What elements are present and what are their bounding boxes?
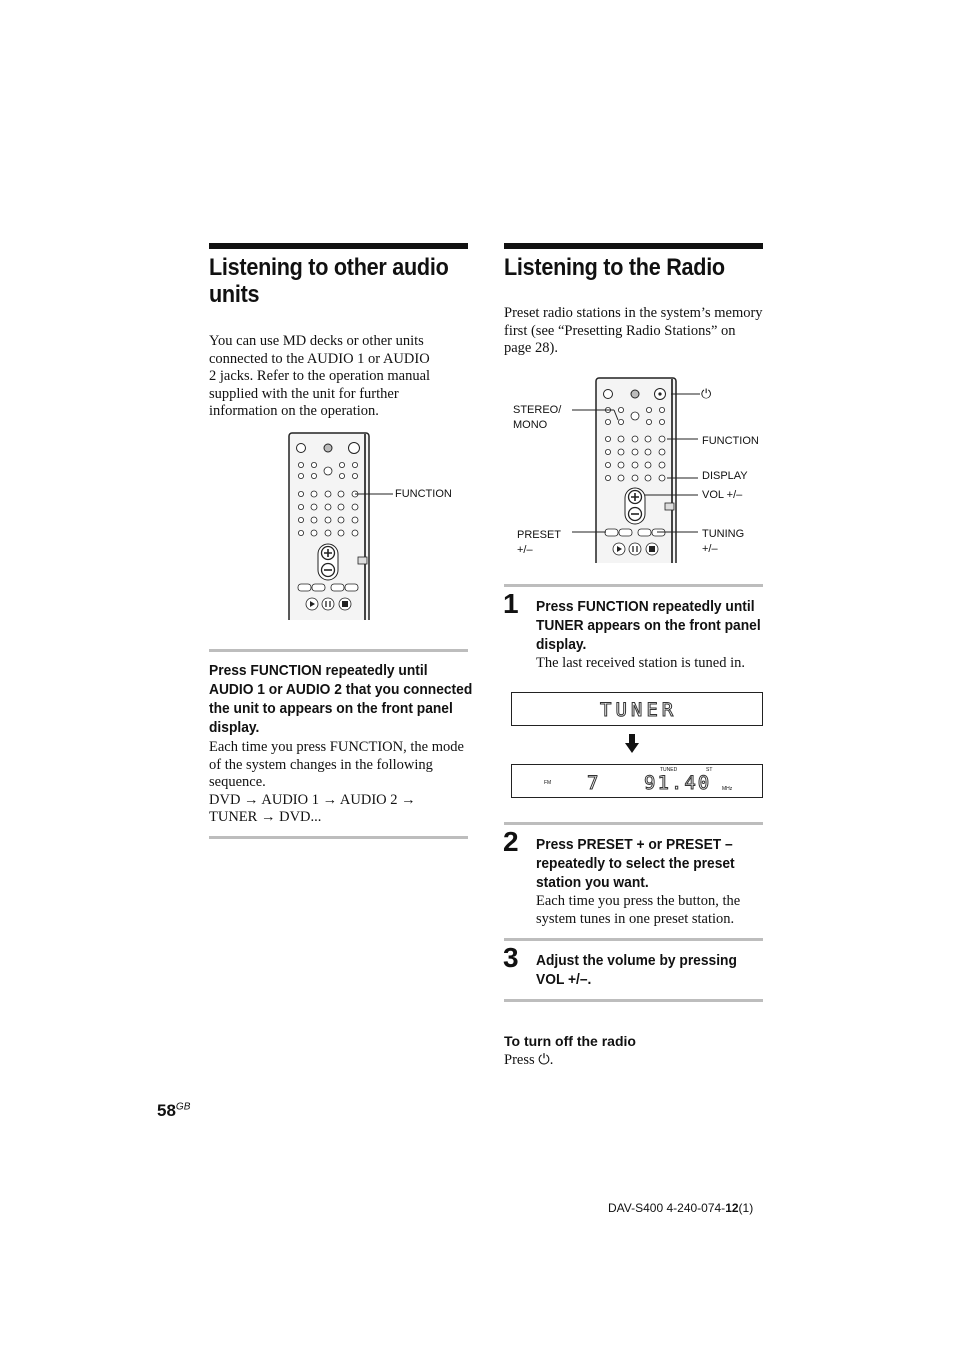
left-intro-line: supplied with the unit for further [209, 385, 399, 402]
display-preset-number: 7 [587, 772, 599, 794]
page-number-value: 58 [157, 1101, 176, 1120]
left-intro-line: You can use MD decks or other units [209, 333, 424, 349]
left-step-heading-line: Press FUNCTION repeatedly until [209, 662, 428, 679]
sequence-item: AUDIO 1 [261, 791, 319, 808]
right-intro-line: Preset radio stations in the system’s memory [504, 305, 763, 321]
step-3-heading-line: VOL +/–. [536, 971, 592, 988]
step-2-body-line: system tunes in one preset station. [536, 910, 735, 927]
step-2-body-line: Each time you press the button, the [536, 893, 741, 909]
model-code [608, 1201, 753, 1215]
front-panel-display-tuner [511, 692, 763, 726]
callout-lines-right [560, 380, 705, 550]
left-title-line2: units [209, 281, 260, 308]
callout-function-left: FUNCTION [395, 488, 452, 500]
sequence-item: DVD [209, 791, 241, 808]
right-title-rule [504, 243, 763, 249]
left-title-rule [209, 243, 468, 249]
step-1-heading [536, 597, 766, 654]
step-2-heading-line: station you want. [536, 874, 649, 891]
sequence-item: TUNER [209, 809, 258, 825]
step-2-body [536, 893, 776, 928]
callout-display: DISPLAY [702, 470, 748, 482]
display-band: FM [544, 780, 552, 786]
left-step-body-line: Each time you press FUNCTION, the mode [209, 739, 464, 755]
model-code-suffix: (1) [738, 1201, 754, 1215]
callout-tuning-line: TUNING [702, 528, 745, 540]
down-arrow-icon [624, 734, 640, 754]
step-2-rule [504, 822, 763, 825]
left-title-line1: Listening to other audio [209, 254, 449, 281]
step-1-number: 1 [503, 588, 519, 619]
callout-preset [517, 528, 561, 558]
step-2-heading-line: Press PRESET + or PRESET – [536, 836, 733, 853]
power-icon: ⏻ [701, 386, 712, 401]
model-code-bold: 12 [725, 1201, 739, 1215]
display-unit: MHz [722, 786, 733, 792]
display-tuner-text: TUNER [600, 699, 678, 721]
page-number-suffix: GB [175, 1101, 191, 1113]
left-intro-line: connected to the AUDIO 1 or AUDIO [209, 350, 430, 367]
right-title: Listening to the Radio [504, 254, 725, 281]
sequence-arrow: → [322, 791, 338, 808]
sequence-item: DVD... [279, 809, 322, 825]
step-1-rule [504, 584, 763, 587]
left-step-heading-line: the unit to appears on the front panel [209, 700, 453, 717]
left-step-body-line: sequence. [209, 774, 266, 790]
sequence-arrow: → [401, 791, 416, 808]
step-3-number: 3 [503, 942, 519, 973]
step-3-heading-line: Adjust the volume by pressing [536, 952, 737, 969]
callout-vol: VOL +/– [702, 489, 743, 501]
callout-preset-line: PRESET [517, 529, 562, 541]
sequence-item: AUDIO 2 [339, 791, 398, 808]
step-1-heading-line: TUNER appears on the front panel [536, 617, 761, 634]
remote-illustration-left [288, 432, 370, 620]
callout-function-right: FUNCTION [702, 435, 759, 447]
display-st-indicator: ST [706, 767, 713, 773]
callout-preset-sign: +/– [517, 544, 533, 556]
left-step-top-rule [209, 649, 468, 652]
display-frequency: 91.40 [644, 772, 712, 794]
model-code-prefix: DAV-S400 4-240-074- [608, 1201, 726, 1215]
left-intro [209, 333, 469, 421]
callout-line-function-left [355, 491, 395, 497]
callout-stereo-mono [513, 403, 561, 433]
callout-power [701, 386, 711, 401]
left-step-bottom-rule [209, 836, 468, 839]
left-step-heading-line: display. [209, 719, 260, 736]
display-tuned-indicator: TUNED [660, 767, 678, 773]
left-intro-line: 2 jacks. Refer to the operation manual [209, 368, 431, 384]
callout-mono-line: MONO [513, 419, 548, 431]
callout-tuning-sign: +/– [702, 543, 718, 555]
sequence-line-2 [209, 809, 471, 827]
step-3-heading [536, 951, 766, 989]
step-1-heading-line: Press FUNCTION repeatedly until [536, 598, 755, 615]
step-2-heading [536, 835, 766, 892]
turn-off-heading: To turn off the radio [504, 1033, 636, 1049]
turn-off-body: Press ⏻. [504, 1052, 554, 1068]
right-intro-line: page 28). [504, 340, 558, 356]
page-number [157, 1101, 190, 1121]
sequence-line-1 [209, 792, 471, 810]
step-3-rule [504, 938, 763, 941]
left-step-heading-line: AUDIO 1 or AUDIO 2 that you connected [209, 681, 473, 698]
callout-stereo-line: STEREO/ [513, 404, 562, 416]
left-step-body [209, 739, 471, 827]
right-intro-line: first (see “Presetting Radio Stations” on [504, 322, 736, 339]
left-step-heading [209, 661, 476, 737]
step-2-heading-line: repeatedly to select the preset [536, 855, 735, 872]
right-intro [504, 305, 769, 358]
sequence-arrow: → [260, 809, 276, 825]
step-1-body: The last received station is tuned in. [536, 655, 745, 671]
step-1-heading-line: display. [536, 636, 587, 653]
steps-bottom-rule [504, 999, 763, 1002]
sequence-arrow: → [244, 791, 259, 808]
left-step-body-line: of the system changes in the following [209, 756, 433, 773]
front-panel-display-station [511, 764, 763, 798]
step-2-number: 2 [503, 826, 519, 857]
left-title [209, 254, 470, 308]
left-intro-line: information on the operation. [209, 403, 379, 419]
callout-tuning [702, 527, 744, 557]
